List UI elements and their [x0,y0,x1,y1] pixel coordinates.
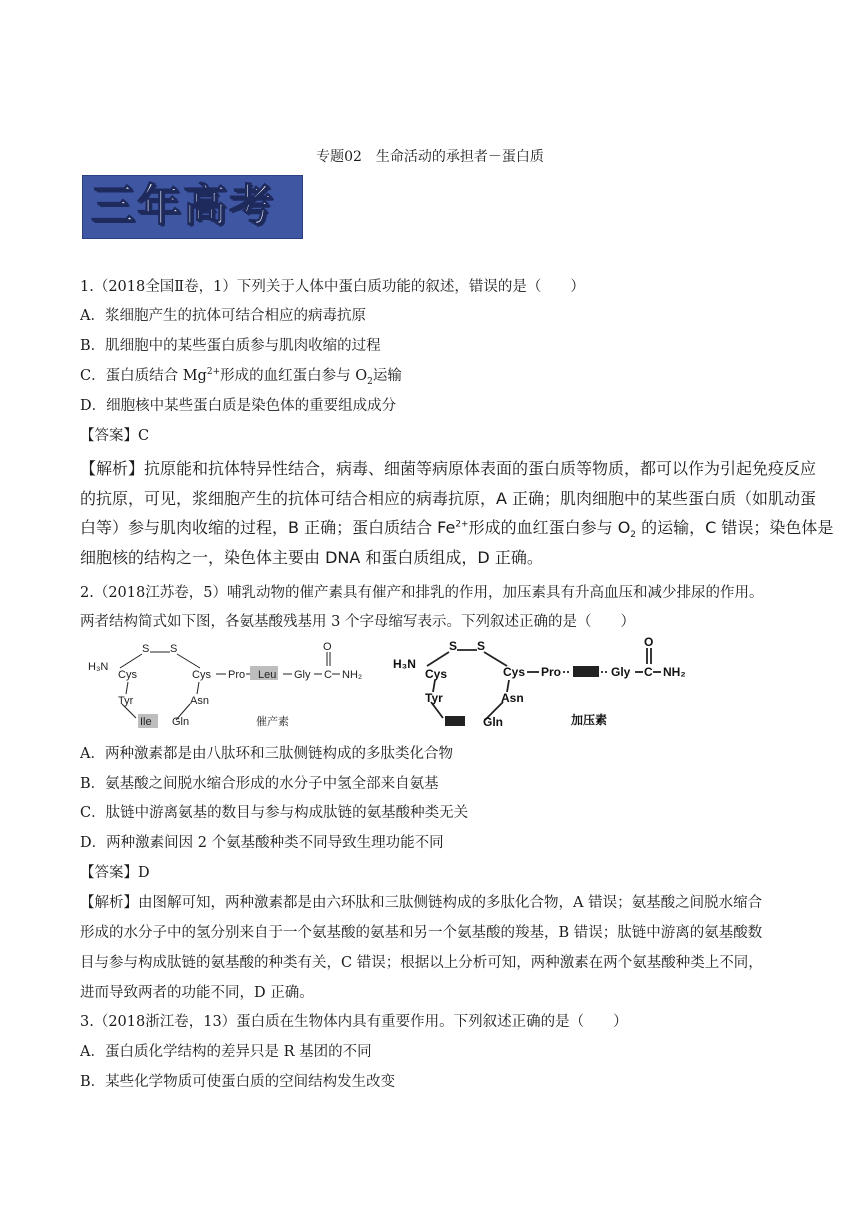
gln-label: Gln [172,716,190,728]
q2-explanation-line: 进而导致两者的功能不同，D 正确。 [80,985,314,1001]
nh2-label: NH₂ [663,665,686,679]
q2-option-b: B．氨基酸之间脱水缩合形成的水分子中氢全部来自氨基 [80,776,439,792]
q1-option-a: A．浆细胞产生的抗体可结合相应的病毒抗原 [80,308,366,324]
q2-option-a: A．两种激素都是由八肽环和三肽侧链构成的多肽类化合物 [80,746,453,762]
carbon-label: C [644,665,653,679]
vasopressin-caption: 加压素 [571,713,608,727]
q2-explanation-line: 形成的水分子中的氢分别来自于一个氨基酸的氨基和另一个氨基酸的羧基，B 错误；肽链中游离的氨基酸数 [80,925,763,941]
q1-option-b: B．肌细胞中的某些蛋白质参与肌肉收缩的过程 [80,338,381,354]
h3n-label: H₃N [393,657,416,671]
q1-explanation-line: 白等）参与肌肉收缩的过程，B 正确；蛋白质结合 $Fe^{2+}$形成的血红蛋白参与 $O_2$ 的运输，C 错误；染色体是 [80,518,834,541]
oxytocin-caption: 催产素 [256,716,289,728]
q3-option-b: B．某些化学物质可使蛋白质的空间结构发生改变 [80,1074,396,1090]
q3-stem: 3.（2018浙江卷，13）蛋白质在生物体内具有重要作用。下列叙述正确的是（ ） [80,1014,628,1030]
vasopressin-structure-diagram [385,636,705,736]
asn-label: Asn [190,695,209,707]
gln-label: Gln [483,715,503,729]
q2-option-c: C．肽链中游离氨基的数目与参与构成肽链的氨基酸种类无关 [80,805,469,821]
pro-label: Pro [228,669,246,681]
gly-label: Gly [611,665,631,679]
tyr-label: Tyr [425,691,443,705]
q1-stem: 1.（2018全国Ⅱ卷，1）下列关于人体中蛋白质功能的叙述，错误的是（ ） [80,279,585,295]
q2-explanation-line: 目与参与构成肽链的氨基酸的种类有关，C 错误；根据以上分析可知，两种激素在两个氨基酸种类上不同， [80,955,763,971]
oxygen-label: O [644,636,654,649]
h3n-label: H₃N [88,661,109,673]
obscured-residue [445,716,465,726]
q1-option-c: C．蛋白质结合 $Mg^{2+}$形成的血红蛋白参与 $O_2$运输 [80,367,402,387]
asn-label: Asn [501,691,524,705]
page-title: 专题02 生命活动的承担者－蛋白质 [316,149,544,165]
pro-label: Pro [541,665,562,679]
q1-explanation-line: 细胞核的结构之一，染色体主要由 DNA 和蛋白质组成，D 正确。 [80,548,543,567]
carbon-label: C [324,669,332,681]
q2-answer: 【答案】D [80,865,150,881]
q1-answer: 【答案】C [80,428,150,444]
q3-option-a: A．蛋白质化学结构的差异只是 R 基团的不同 [80,1044,372,1060]
sulfur-label: S [449,639,458,653]
nh2-label: NH₂ [342,669,363,681]
q2-stem: 2.（2018江苏卷，5）哺乳动物的催产素具有催产和排乳的作用，加压素具有升高血压和减少排尿的作用。 [80,585,764,601]
leu-label: Leu [258,669,277,681]
banner-logo: 三年高考 [82,175,303,239]
cys-label: Cys [118,669,137,681]
sulfur-label: S [477,639,486,653]
ile-label: Ile [140,716,152,728]
q2-option-d: D．两种激素间因 2 个氨基酸种类不同导致生理功能不同 [80,835,444,851]
cys-label: Cys [425,667,448,681]
q1-explanation-line: 的抗原，可见，浆细胞产生的抗体可结合相应的病毒抗原，A 正确；肌肉细胞中的某些蛋白质（如肌动蛋 [80,489,817,508]
q2-stem: 两者结构简式如下图，各氨基酸残基用 3 个字母缩写表示。下列叙述正确的是（ ） [80,614,635,630]
cys-label: Cys [192,669,211,681]
oxytocin-structure-diagram [82,640,382,735]
gly-label: Gly [294,669,311,681]
oxygen-label: O [323,641,332,653]
q1-explanation-line: 【解析】抗原能和抗体特异性结合，病毒、细菌等病原体表面的蛋白质等物质，都可以作为引起免疫反应 [80,459,817,478]
tyr-label: Tyr [118,695,134,707]
cys-label: Cys [503,665,526,679]
obscured-residue [573,666,599,677]
sulfur-label: S [142,643,150,655]
sulfur-label: S [170,643,178,655]
q2-explanation-line: 【解析】由图解可知，两种激素都是由六环肽和三肽侧链构成的多肽化合物，A 错误；氨基酸之间脱水缩合 [80,895,763,911]
q1-option-d: D．细胞核中某些蛋白质是染色体的重要组成成分 [80,398,397,414]
